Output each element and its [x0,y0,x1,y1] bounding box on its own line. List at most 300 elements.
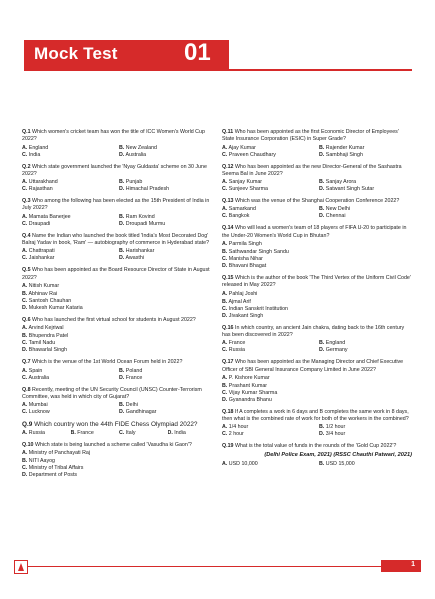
answer-option[interactable] [222,306,412,313]
answer-option[interactable] [22,450,212,457]
option-text: Praveen Chaudhary [228,151,276,158]
option-text: Bangkok [228,213,250,220]
option-list [22,458,212,479]
option-list [22,368,212,382]
option-text: P. Kishore Kumar [228,374,270,381]
answer-option[interactable] [119,214,212,221]
option-letter: D. [22,304,28,311]
option-text: Italy [125,430,136,437]
question-number: Q.6 [22,316,31,323]
question-text [222,129,412,144]
option-letter: C. [22,374,28,381]
option-letter: A. [22,325,28,332]
header-number: 01 [184,39,211,66]
option-letter: A. [222,340,228,347]
answer-option[interactable] [319,179,412,186]
answer-option[interactable] [22,152,115,159]
answer-option[interactable] [222,375,412,382]
option-text: Ajay Kumar [228,144,256,151]
option-list [22,450,212,457]
question-text [222,225,412,240]
answer-option[interactable] [22,430,67,437]
answer-option[interactable] [319,424,412,431]
option-letter: D. [319,431,325,438]
option-list [222,291,412,298]
answer-option[interactable] [119,255,212,262]
question-body: Which is the venue of the 1st World Ocean Forum held in 2022? [32,359,183,366]
question-text [22,317,212,324]
question-item [22,233,212,263]
answer-option[interactable] [22,458,212,465]
option-letter: A. [222,206,228,213]
question-body: Recently, meeting of the UN Security Council (UNSC) Counter-Terrorism Committee, was held in which city of Gujarat? [22,386,202,400]
answer-option[interactable] [22,472,212,479]
option-list [22,333,212,354]
answer-option[interactable] [22,145,115,152]
option-text: Sambhaji Singh [325,151,363,158]
answer-option[interactable] [222,291,412,298]
option-text: Rajasthan [28,186,53,193]
option-letter: D. [22,472,28,479]
question-number: Q.8 [22,386,31,393]
answer-option[interactable] [222,383,412,390]
answer-option[interactable] [22,333,212,340]
answer-option[interactable] [119,430,164,437]
option-text: Ministry of Panchayati Raj [28,450,91,457]
option-text: Indian Sanskrit Institution [228,305,288,312]
option-text: Vijay Kumar Sharma [228,389,278,396]
option-letter: C. [22,409,28,416]
answer-option[interactable] [222,213,315,220]
question-number: Q.2 [22,163,31,170]
option-letter: C. [222,186,228,193]
answer-option[interactable] [22,402,115,409]
answer-option[interactable] [222,397,412,404]
question-source: (Delhi Police Exam, 2021) (RSSC Chauthi Patwari, 2021) [264,451,412,458]
option-text: Sunjeev Sharma [228,186,268,193]
option-letter: C. [222,213,228,220]
option-text: Harishankar [125,248,155,255]
option-text: Droupadi Murmu [125,220,166,227]
question-item [222,359,412,404]
option-letter: D. [222,263,228,270]
option-list [22,291,212,312]
question-body: Which state government launched the 'Nyay Guldasta' scheme on 30 June 2022? [22,163,207,177]
answer-option[interactable] [22,283,212,290]
option-letter: A. [222,374,228,381]
option-list [22,430,212,437]
question-body: Who has been appointed as the Managing Director and Chief Executive Officer of SBI General Insurance Company Limited in June 2022? [222,359,404,373]
option-text: Pahlaj Joshi [228,290,258,297]
option-text: Australia [125,151,147,158]
option-letter: B. [22,458,28,465]
question-number: Q.17 [222,359,234,366]
option-text: Lucknow [28,409,50,416]
answer-option[interactable] [222,186,315,193]
option-letter: C. [222,431,228,438]
answer-option[interactable] [119,145,212,152]
question-text [22,442,212,449]
answer-option[interactable] [222,340,315,347]
answer-option[interactable] [119,186,212,193]
answer-option[interactable] [119,375,212,382]
answer-option[interactable] [22,347,212,354]
left-question-column [22,129,212,484]
footer-rule [14,566,421,567]
option-text: New Zealand [125,144,158,151]
option-text: Mukesh Kumar Kataria [28,304,83,311]
question-body: Who has been appointed as the Board Resource Director of State in August 2022? [22,267,210,281]
option-text: Ram Kovind [125,213,155,220]
option-letter: B. [319,179,325,186]
option-list [222,340,412,354]
option-letter: C. [222,305,228,312]
answer-option[interactable] [22,375,115,382]
right-question-column [222,129,412,473]
question-body: Who has launched the first virtual school for students in August 2022? [32,316,196,323]
option-text: Sanjay Kumar [228,179,263,186]
option-letter: A. [22,282,28,289]
option-text: USD 15,000 [325,461,355,468]
option-text: England [325,340,346,347]
option-letter: A. [22,402,28,409]
option-letter: B. [319,461,325,468]
option-letter: D. [222,312,228,319]
option-list [222,145,412,159]
option-letter: A. [222,144,228,151]
question-item [22,198,212,228]
question-item [222,275,412,320]
option-letter: D. [319,151,325,158]
option-text: Ministry of Tribal Affairs [28,465,84,472]
option-letter: D. [319,213,325,220]
option-text: Sathwandar Singh Sandu [228,249,289,256]
question-body: Which was the venue of the Shanghai Cooperation Conference 2022? [234,198,400,205]
answer-option[interactable] [22,214,115,221]
option-letter: B. [222,382,228,389]
answer-option[interactable] [119,248,212,255]
question-item [222,129,412,159]
answer-option[interactable] [319,145,412,152]
question-text [222,443,412,450]
answer-option[interactable] [222,313,412,320]
publisher-logo [14,560,28,574]
question-number: Q.14 [222,225,234,232]
option-letter: D. [319,347,325,354]
option-text: Satwant Singh Sutar [325,186,375,193]
option-text: 3/4 hour [325,431,346,438]
option-text: USD 10,000 [228,461,258,468]
question-item [222,409,412,439]
option-list [222,241,412,248]
option-letter: A. [22,430,28,437]
question-item [22,267,212,312]
option-letter: B. [319,340,325,347]
option-text: England [28,144,49,151]
answer-option[interactable] [119,402,212,409]
option-list [22,248,212,262]
option-text: Manisha Nihar [228,256,263,263]
question-item [22,164,212,194]
answer-option[interactable] [22,465,212,472]
answer-option[interactable] [222,424,315,431]
option-letter: B. [319,206,325,213]
option-letter: B. [319,144,325,151]
option-text: India [174,430,186,437]
question-text [222,409,412,424]
option-text: Chennai [325,213,346,220]
answer-option[interactable] [222,256,412,263]
option-letter: B. [119,179,125,186]
option-letter: D. [119,409,125,416]
option-text: Tamil Nadu [28,340,56,347]
option-text: Gandhinagar [125,409,157,416]
question-text [22,198,212,213]
question-item [22,359,212,381]
question-body: Who among the following has been elected as the 15th President of India in July 2022? [22,198,210,212]
option-list [22,325,212,332]
option-text: Spain [28,367,43,374]
option-letter: B. [119,248,125,255]
option-list [222,299,412,320]
option-list [22,145,212,159]
question-number: Q.11 [222,129,234,135]
question-number: Q.1 [22,129,31,135]
option-text: 1/2 hour [325,424,346,431]
option-text: 1/4 hour [228,424,249,431]
question-item [22,317,212,354]
answer-option[interactable] [71,430,116,437]
option-letter: D. [119,255,125,262]
option-text: Punjab [125,179,143,186]
option-letter: B. [119,144,125,151]
answer-option[interactable] [22,340,212,347]
answer-option[interactable] [319,213,412,220]
question-text [222,325,412,340]
answer-option[interactable] [222,249,412,256]
option-letter: C. [22,465,28,472]
answer-option[interactable] [119,409,212,416]
question-number: Q.9 [22,421,33,429]
answer-option[interactable] [22,409,115,416]
option-text: France [77,430,94,437]
answer-option[interactable] [22,248,115,255]
question-body: In which country, an ancient Jain chakra, dating back to the 16th century has been discovered in 2022? [222,324,405,338]
option-list [222,424,412,438]
question-body: If A completes a work in 6 days and B completes the same work in 8 days, then what is the combined rate of work for both of the workers in the combined? [222,408,409,423]
option-letter: D. [22,347,28,354]
option-letter: D. [119,374,125,381]
question-body: Which is the author of the book 'The Third Vertex of the Uniform Civil Code' released in May 2022? [222,275,411,289]
option-text: NITI Aayog [28,458,55,465]
question-number: Q.19 [222,443,234,450]
answer-option[interactable] [319,461,412,468]
option-letter: C. [22,297,28,304]
page-number-box [381,560,421,572]
option-letter: A. [22,213,28,220]
answer-option[interactable] [119,152,212,159]
option-text: Bhavani Bhagat [228,263,267,270]
option-letter: C. [222,347,228,354]
answer-option[interactable] [22,368,115,375]
option-list [222,383,412,404]
option-letter: A. [22,367,28,374]
option-letter: D. [167,430,173,437]
question-number: Q.13 [222,198,234,205]
option-text: Draupadi [28,220,51,227]
option-text: France [125,374,143,381]
option-text: Germany [325,347,348,354]
question-number: Q.15 [222,275,234,282]
option-letter: A. [222,424,228,431]
question-body: Who has been appointed as the new Director-General of the Sashastra Seema Bal in June 2022? [222,163,402,177]
question-text [22,164,212,179]
option-text: Jaishankar [28,255,55,262]
option-text: Arvind Kejriwal [28,325,64,332]
option-text: Ajmal Arif [228,298,251,305]
question-body: Name the Indian who launched the book titled 'India's Most Decorated Dog' Balraj Yadav in book, 'Ram' — autobiography of commerce in Hyderabad state? [22,232,210,247]
option-letter: A. [22,144,28,151]
option-letter: A. [222,179,228,186]
option-letter: D. [119,151,125,158]
question-item [22,387,212,417]
answer-option[interactable] [119,179,212,186]
option-letter: C. [222,389,228,396]
option-list [22,283,212,290]
question-body: Which women's cricket team has won the title of ICC Women's World Cup 2022? [22,129,205,143]
option-letter: C. [22,220,28,227]
answer-option[interactable] [319,152,412,159]
answer-option[interactable] [222,461,315,468]
option-text: Uttarakhand [28,179,58,186]
option-list [222,179,412,193]
answer-option[interactable] [22,179,115,186]
option-text: Himachal Pradesh [125,186,170,193]
answer-option[interactable] [22,325,212,332]
option-text: Abhinav Rai [28,290,58,297]
question-item [222,164,412,194]
mock-test-header [24,40,412,70]
question-text [22,421,212,429]
answer-option[interactable] [319,186,412,193]
option-letter: B. [70,430,76,437]
option-list [222,461,412,468]
question-text [222,275,412,290]
option-text: France [228,340,246,347]
question-number: Q.12 [222,163,234,170]
option-letter: A. [22,248,28,255]
option-text: Russia [28,430,45,437]
answer-option[interactable] [119,368,212,375]
answer-option[interactable] [319,347,412,354]
question-item [22,129,212,159]
option-list [222,206,412,220]
option-text: Sanjay Arora [325,179,357,186]
answer-option[interactable] [222,299,412,306]
question-number: Q.16 [222,324,234,331]
question-body: Which country won the 44th FIDE Chess Olympiad 2022? [34,421,198,429]
answer-option[interactable] [222,206,315,213]
option-letter: A. [22,450,28,457]
question-number: Q.3 [22,198,31,205]
option-text: Gyanandra Bhanu [228,396,272,403]
option-text: Santosh Chauhan [28,297,72,304]
answer-option[interactable] [319,206,412,213]
question-text [22,233,212,248]
header-rule [24,69,412,71]
option-list [22,179,212,193]
answer-option[interactable] [222,152,315,159]
question-item [222,325,412,355]
option-text: Chattrapati [28,248,55,255]
answer-option[interactable] [22,291,212,298]
option-letter: C. [22,340,28,347]
option-text: New Delhi [325,206,350,213]
answer-option[interactable] [222,179,315,186]
answer-option[interactable] [22,221,115,228]
option-letter: C. [222,151,228,158]
page-number: 1 [411,561,415,568]
question-text [22,267,212,282]
answer-option[interactable] [319,340,412,347]
option-letter: B. [22,333,28,340]
answer-option[interactable] [22,186,115,193]
option-letter: C. [222,256,228,263]
option-text: Nitish Kumar [28,282,60,289]
option-text: Poland [125,367,143,374]
answer-option[interactable] [222,431,315,438]
option-letter: A. [222,290,228,297]
option-letter: D. [119,220,125,227]
question-text [222,198,412,205]
option-letter: A. [222,461,228,468]
question-text [222,164,412,179]
option-list [222,249,412,270]
question-text [22,359,212,366]
option-letter: B. [22,290,28,297]
question-body: Who has been appointed as the first Economic Director of Employees' State Insurance Corporation (ESIC) in Super Grade? [222,129,399,143]
option-letter: A. [22,179,28,186]
question-text [222,359,412,374]
option-text: Bhupendra Patel [28,333,69,340]
answer-option[interactable] [319,431,412,438]
question-item [222,225,412,270]
option-text: Rajender Kumar [325,144,365,151]
page-footer [14,560,421,574]
answer-option[interactable] [222,241,412,248]
option-letter: C. [119,430,125,437]
answer-option[interactable] [222,145,315,152]
option-letter: D. [222,396,228,403]
option-list [22,402,212,416]
answer-option[interactable] [222,347,315,354]
question-number: Q.10 [22,442,34,449]
question-number: Q.4 [22,232,31,239]
answer-option[interactable] [22,255,115,262]
option-text: India [28,151,41,158]
question-text [22,129,212,144]
option-text: Mumbai [28,402,48,409]
answer-option[interactable] [119,221,212,228]
answer-option[interactable] [22,305,212,312]
option-text: Awasthi [125,255,144,262]
answer-option[interactable] [168,430,213,437]
question-number: Q.7 [22,359,31,366]
answer-option[interactable] [22,298,212,305]
answer-option[interactable] [222,263,412,270]
answer-option[interactable] [222,390,412,397]
option-text: Parmila Singh [228,241,262,248]
